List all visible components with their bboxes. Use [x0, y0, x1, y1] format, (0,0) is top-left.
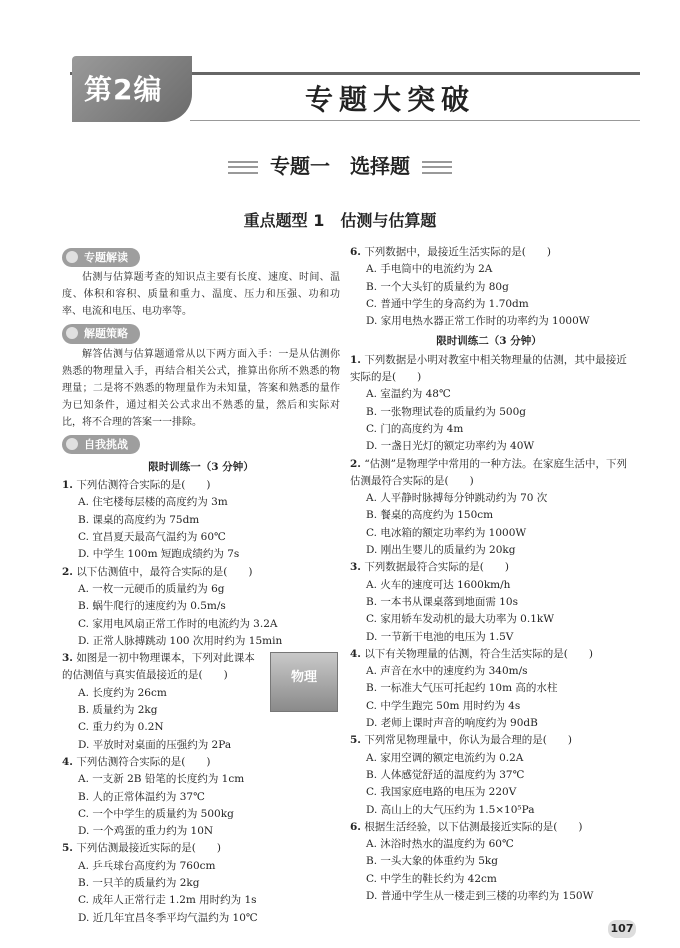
question-stem: 2. “估测”是物理学中常用的一种方法。在家庭生活中，下列估测最符合实际的是( ): [350, 457, 628, 487]
page-title: 专题大突破: [304, 83, 475, 116]
question-stem: 4. 以下有关物理量的估测，符合生活实际的是( ): [350, 647, 594, 660]
option: A. 住宅楼每层楼的高度约为 3m: [78, 496, 228, 509]
tag-interpretation: 专题解读: [62, 248, 140, 267]
option: A. 一枚一元硬币的质量约为 6g: [78, 582, 225, 595]
question: [62, 477, 340, 563]
option: C. 电冰箱的额定功率约为 1000W: [366, 526, 527, 539]
option: D. 一盏日光灯的额定功率约为 40W: [366, 440, 535, 453]
option: B. 一本书从课桌落到地面需 10s: [366, 595, 518, 608]
option: A. 家用空调的额定电流约为 0.2A: [366, 751, 524, 764]
option: D. 普通中学生从一楼走到三楼的功率约为 150W: [366, 889, 594, 902]
option: A. 声音在水中的速度约为 340m/s: [366, 665, 528, 678]
question: [62, 650, 340, 754]
option: C. 家用电风扇正常工作时的电流约为 3.2A: [78, 617, 278, 630]
option: C. 家用轿车发动机的最大功率为 0.1kW: [366, 613, 555, 626]
interpretation-text: 估测与估算题考查的知识点主要有长度、速度、时间、温度、体积和容积、质量和重力、温度、压力和压强、功和功率、电流和电压、电功率等。: [62, 272, 340, 318]
option: D. 老师上课时声音的响度约为 90dB: [366, 717, 538, 730]
option: B. 一个大头钉的质量约为 80g: [366, 280, 509, 293]
question: [350, 244, 628, 330]
question-stem: 1. 下列数据是小明对教室中相关物理量的估测，其中最接近实际的是( ): [350, 353, 627, 384]
question: [350, 732, 628, 818]
topic-title-text: 专题一 选择题: [270, 154, 410, 178]
question-stem: 2. 以下估测值中，最符合实际的是( ): [62, 565, 253, 578]
question-stem: 5. 下列常见物理量中，你认为最合理的是( ): [350, 734, 573, 747]
section-title: 重点题型 1 估测与估算题: [243, 211, 437, 230]
option: D. 正常人脉搏跳动 100 次用时约为 15min: [78, 634, 283, 647]
option: D. 一节新干电池的电压为 1.5V: [366, 630, 514, 643]
question-stem: 5. 下列估测最接近实际的是( ): [62, 842, 222, 855]
option: A. 长度约为 26cm: [78, 686, 167, 699]
question-stem: 6. 下列数据中，最接近生活实际的是( ): [350, 246, 552, 258]
question-stem: 4. 下列估测符合实际的是( ): [62, 755, 211, 768]
option: A. 乒乓球台高度约为 760cm: [78, 859, 216, 872]
chapter-badge: [72, 56, 192, 122]
option: A. 沐浴时热水的温度约为 60℃: [366, 838, 514, 851]
option: A. 火车的速度可达 1600km/h: [366, 578, 511, 591]
option: C. 中学生跑完 50m 用时约为 4s: [366, 699, 521, 712]
tag-challenge: 自我挑战: [62, 435, 140, 454]
question: [350, 559, 628, 645]
question: [350, 819, 628, 905]
option: B. 人的正常体温约为 37℃: [78, 790, 205, 803]
page-number: 107: [608, 920, 636, 938]
option: B. 蜗牛爬行的速度约为 0.5m/s: [78, 600, 226, 613]
title-ornament-right: [422, 161, 452, 174]
question-stem: 3. 下列数据最符合实际的是( ): [350, 561, 510, 574]
option: C. 一个中学生的质量约为 500kg: [78, 807, 234, 820]
option: C. 中学生的鞋长约为 42cm: [366, 872, 497, 885]
option: C. 我国家庭电路的电压为 220V: [366, 786, 517, 799]
option: C. 普通中学生的身高约为 1.70dm: [366, 297, 529, 310]
question: [350, 352, 628, 456]
right-column: [350, 244, 628, 905]
tag-strategy: 解题策略: [62, 324, 140, 343]
option: B. 质量约为 2kg: [78, 704, 158, 717]
option: B. 一张物理试卷的质量约为 500g: [366, 405, 526, 418]
option: C. 成年人正常行走 1.2m 用时约为 1s: [78, 894, 257, 907]
textbook-image: [270, 652, 338, 712]
option: B. 一标准大气压可托起约 10m 高的水柱: [366, 682, 558, 695]
strategy-text: 解答估测与估算题通常从以下两方面入手：一是从估测你熟悉的物理量入手，再结合相关公式，推算出你所不熟悉的物理量；二是将不熟悉的物理量作为未知量，答案和熟悉的量作为已知条件，通过相关公式求出不熟悉的量，然后和实际对比，将不合理的答案一一排除。: [62, 348, 340, 428]
question-stem: 3. 如图是一初中物理课本，下列对此课本的估测值与真实值最接近的是( ): [62, 652, 255, 682]
question: [62, 754, 340, 840]
option: A. 一支新 2B 铅笔的长度约为 1cm: [78, 773, 245, 786]
header-rule-thin: [190, 120, 640, 121]
question: [350, 456, 628, 560]
option: B. 课桌的高度约为 75dm: [78, 513, 200, 526]
option: A. 室温约为 48℃: [366, 388, 451, 401]
option: C. 重力约为 0.2N: [78, 721, 164, 734]
option: D. 家用电热水器正常工作时的功率约为 1000W: [366, 315, 590, 328]
option: C. 门的高度约为 4m: [366, 422, 464, 435]
question-stem: 1. 下列估测符合实际的是( ): [62, 479, 211, 492]
drill1-title: 限时训练一（3 分钟）: [148, 460, 254, 473]
option: A. 人平静时脉搏每分钟跳动约为 70 次: [366, 492, 548, 505]
drill2-title: 限时训练二（3 分钟）: [436, 335, 542, 348]
option: D. 高山上的大气压约为 1.5×10⁵Pa: [366, 803, 535, 816]
question-stem: 6. 根据生活经验，以下估测最接近实际的是( ): [350, 820, 583, 833]
book-label: 物理: [290, 670, 317, 686]
option: C. 宜昌夏天最高气温约为 60℃: [78, 531, 226, 544]
topic-title: [0, 150, 680, 179]
title-ornament-left: [228, 161, 258, 174]
option: B. 人体感觉舒适的温度约为 37℃: [366, 768, 525, 781]
option: B. 一只羊的质量约为 2kg: [78, 877, 200, 890]
option: D. 中学生 100m 短跑成绩约为 7s: [78, 548, 240, 561]
option: D. 近几年宜昌冬季平均气温约为 10℃: [78, 911, 258, 924]
badge-text: 第2编: [84, 73, 163, 106]
option: A. 手电筒中的电流约为 2A: [366, 263, 493, 276]
question: [350, 646, 628, 732]
question: [62, 840, 340, 926]
option: D. 刚出生婴儿的质量约为 20kg: [366, 544, 516, 557]
question: [62, 564, 340, 650]
option: B. 一头大象的体重约为 5kg: [366, 855, 498, 868]
option: B. 餐桌的高度约为 150cm: [366, 509, 494, 522]
option: D. 一个鸡蛋的重力约为 10N: [78, 825, 214, 838]
left-column: [62, 244, 340, 927]
option: D. 平放时对桌面的压强约为 2Pa: [78, 738, 232, 751]
